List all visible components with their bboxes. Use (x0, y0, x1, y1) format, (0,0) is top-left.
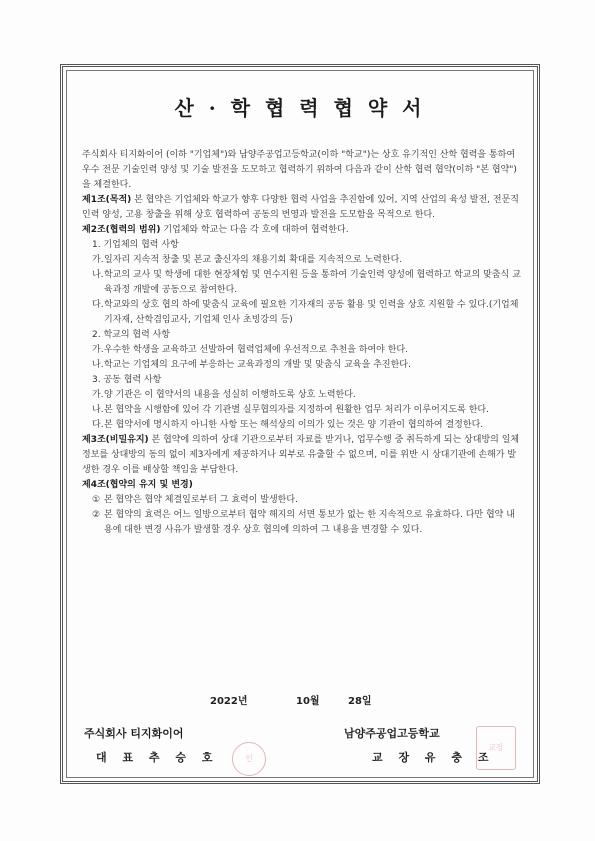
list-item: 다.본 협약서에 명시하지 아니한 사항 또는 해석상의 이의가 있는 것은 양 기관이 협의하여 결정한다. (92, 420, 484, 430)
article-3-body: 본 협약에 의하여 상대 기관으로부터 자료를 받거나, 업무수행 중 취득하게 되는 상대방의 일체 정보를 상대방의 동의 없이 제3자에게 제공하거나 외부로 유출할 수 없으며, 이를 위반 시 상대기관에 손해가 발생한 경우 이를 배상할 책임을 부담한다. (82, 435, 520, 475)
list-item: 가.일자리 지속적 창출 및 본교 출신자의 채용기회 확대를 지속적으로 노력한다. (92, 255, 403, 265)
date-year: 2022년 (210, 696, 248, 707)
article-4-heading: 제4조(협약의 유지 및 변경) (82, 480, 193, 490)
intro-paragraph: 주식회사 티지화이어 (이하 "기업체")와 남양주공업고등학교(이하 "학교")는 상호 유기적인 산학 협력을 통하여 우수 전문 기술인력 양성 및 기술 발전을 도모하고 협력하기 위하여 다음과 같이 산학 협력 협약(이하 "본 협약")을 체결한다. (82, 150, 517, 190)
article-1-body: 본 협약은 기업체와 학교가 향후 다양한 협력 사업을 추진함에 있어, 지역 산업의 육성 발전, 전문직인력 양성, 고용 창출을 위해 상호 협력하여 공동의 번영과 발전을 도모함을 목적으로 한다. (82, 195, 519, 220)
article-1 (82, 193, 522, 223)
document-title: 산 · 학 협 력 협 약 서 (174, 96, 426, 120)
date-month: 10월 (296, 696, 320, 707)
article-2-body: 기업체와 학교는 다음 각 호에 대하여 협력한다. (160, 225, 349, 235)
list-item: 나.본 협약을 시행함에 있어 각 기관별 실무협의자를 지정하여 원활한 업무 처리가 이루어지도록 한다. (92, 405, 489, 415)
school-name: 남양주공업고등학교 (344, 727, 440, 740)
company-seal-stamp: 인 (232, 742, 266, 776)
list-item: 가.양 기관은 이 협약서의 내용을 성실히 이행하도록 상호 노력한다. (92, 390, 356, 400)
section-title: 3. 공동 협력 사항 (92, 375, 162, 385)
list-item: 가.우수한 학생을 교육하고 선발하여 협력업체에 우선적으로 추천을 하여야 한다. (92, 345, 408, 355)
school-principal: 교 장 유 충 조 (372, 751, 495, 764)
article-3-heading: 제3조(비밀유지) (82, 435, 149, 445)
list-item: 나.학교의 교사 및 학생에 대한 현장체험 및 연수지원 등을 통하여 기술인력 양성에 협력하고 학교의 맞춤식 교육과정 개발에 공동으로 참여한다. (92, 270, 521, 295)
company-name: 주식회사 티지화이어 (84, 727, 184, 740)
article-2-heading: 제2조(협력의 범위) (82, 225, 161, 235)
school-seal-stamp: 교장 (476, 726, 516, 770)
list-item: ② 본 협약의 효력은 어느 일방으로부터 협약 해지의 서면 통보가 없는 한 지속적으로 유효하다. 다만 협약 내용에 대한 변경 사유가 발생할 경우 상호 협의에 의하여 그 내용을 변경할 수 있다. (92, 510, 515, 535)
section-title: 1. 기업체의 협력 사항 (92, 240, 179, 250)
company-representative: 대 표 추 승 호 (96, 751, 219, 764)
section-title: 2. 학교의 협력 사항 (92, 330, 171, 340)
document-body (82, 148, 522, 538)
list-item: 나.학교는 기업체의 요구에 부응하는 교육과정의 개발 및 맞춤식 교육을 추진한다. (92, 360, 411, 370)
article-3 (82, 433, 522, 478)
article-2 (82, 223, 522, 238)
list-item: ① 본 협약은 협약 체결일로부터 그 효력이 발생한다. (92, 495, 298, 505)
signing-date (210, 692, 410, 708)
date-day: 28일 (348, 696, 372, 707)
article-1-heading: 제1조(목적) (82, 195, 132, 205)
list-item: 다.학교와의 상호 협의 하에 맞춤식 교육에 필요한 기자재의 공동 활용 및 인력을 상호 지원할 수 있다.(기업체 기자재, 산학겸임교사, 기업체 인사 초빙강의 등) (92, 300, 519, 325)
